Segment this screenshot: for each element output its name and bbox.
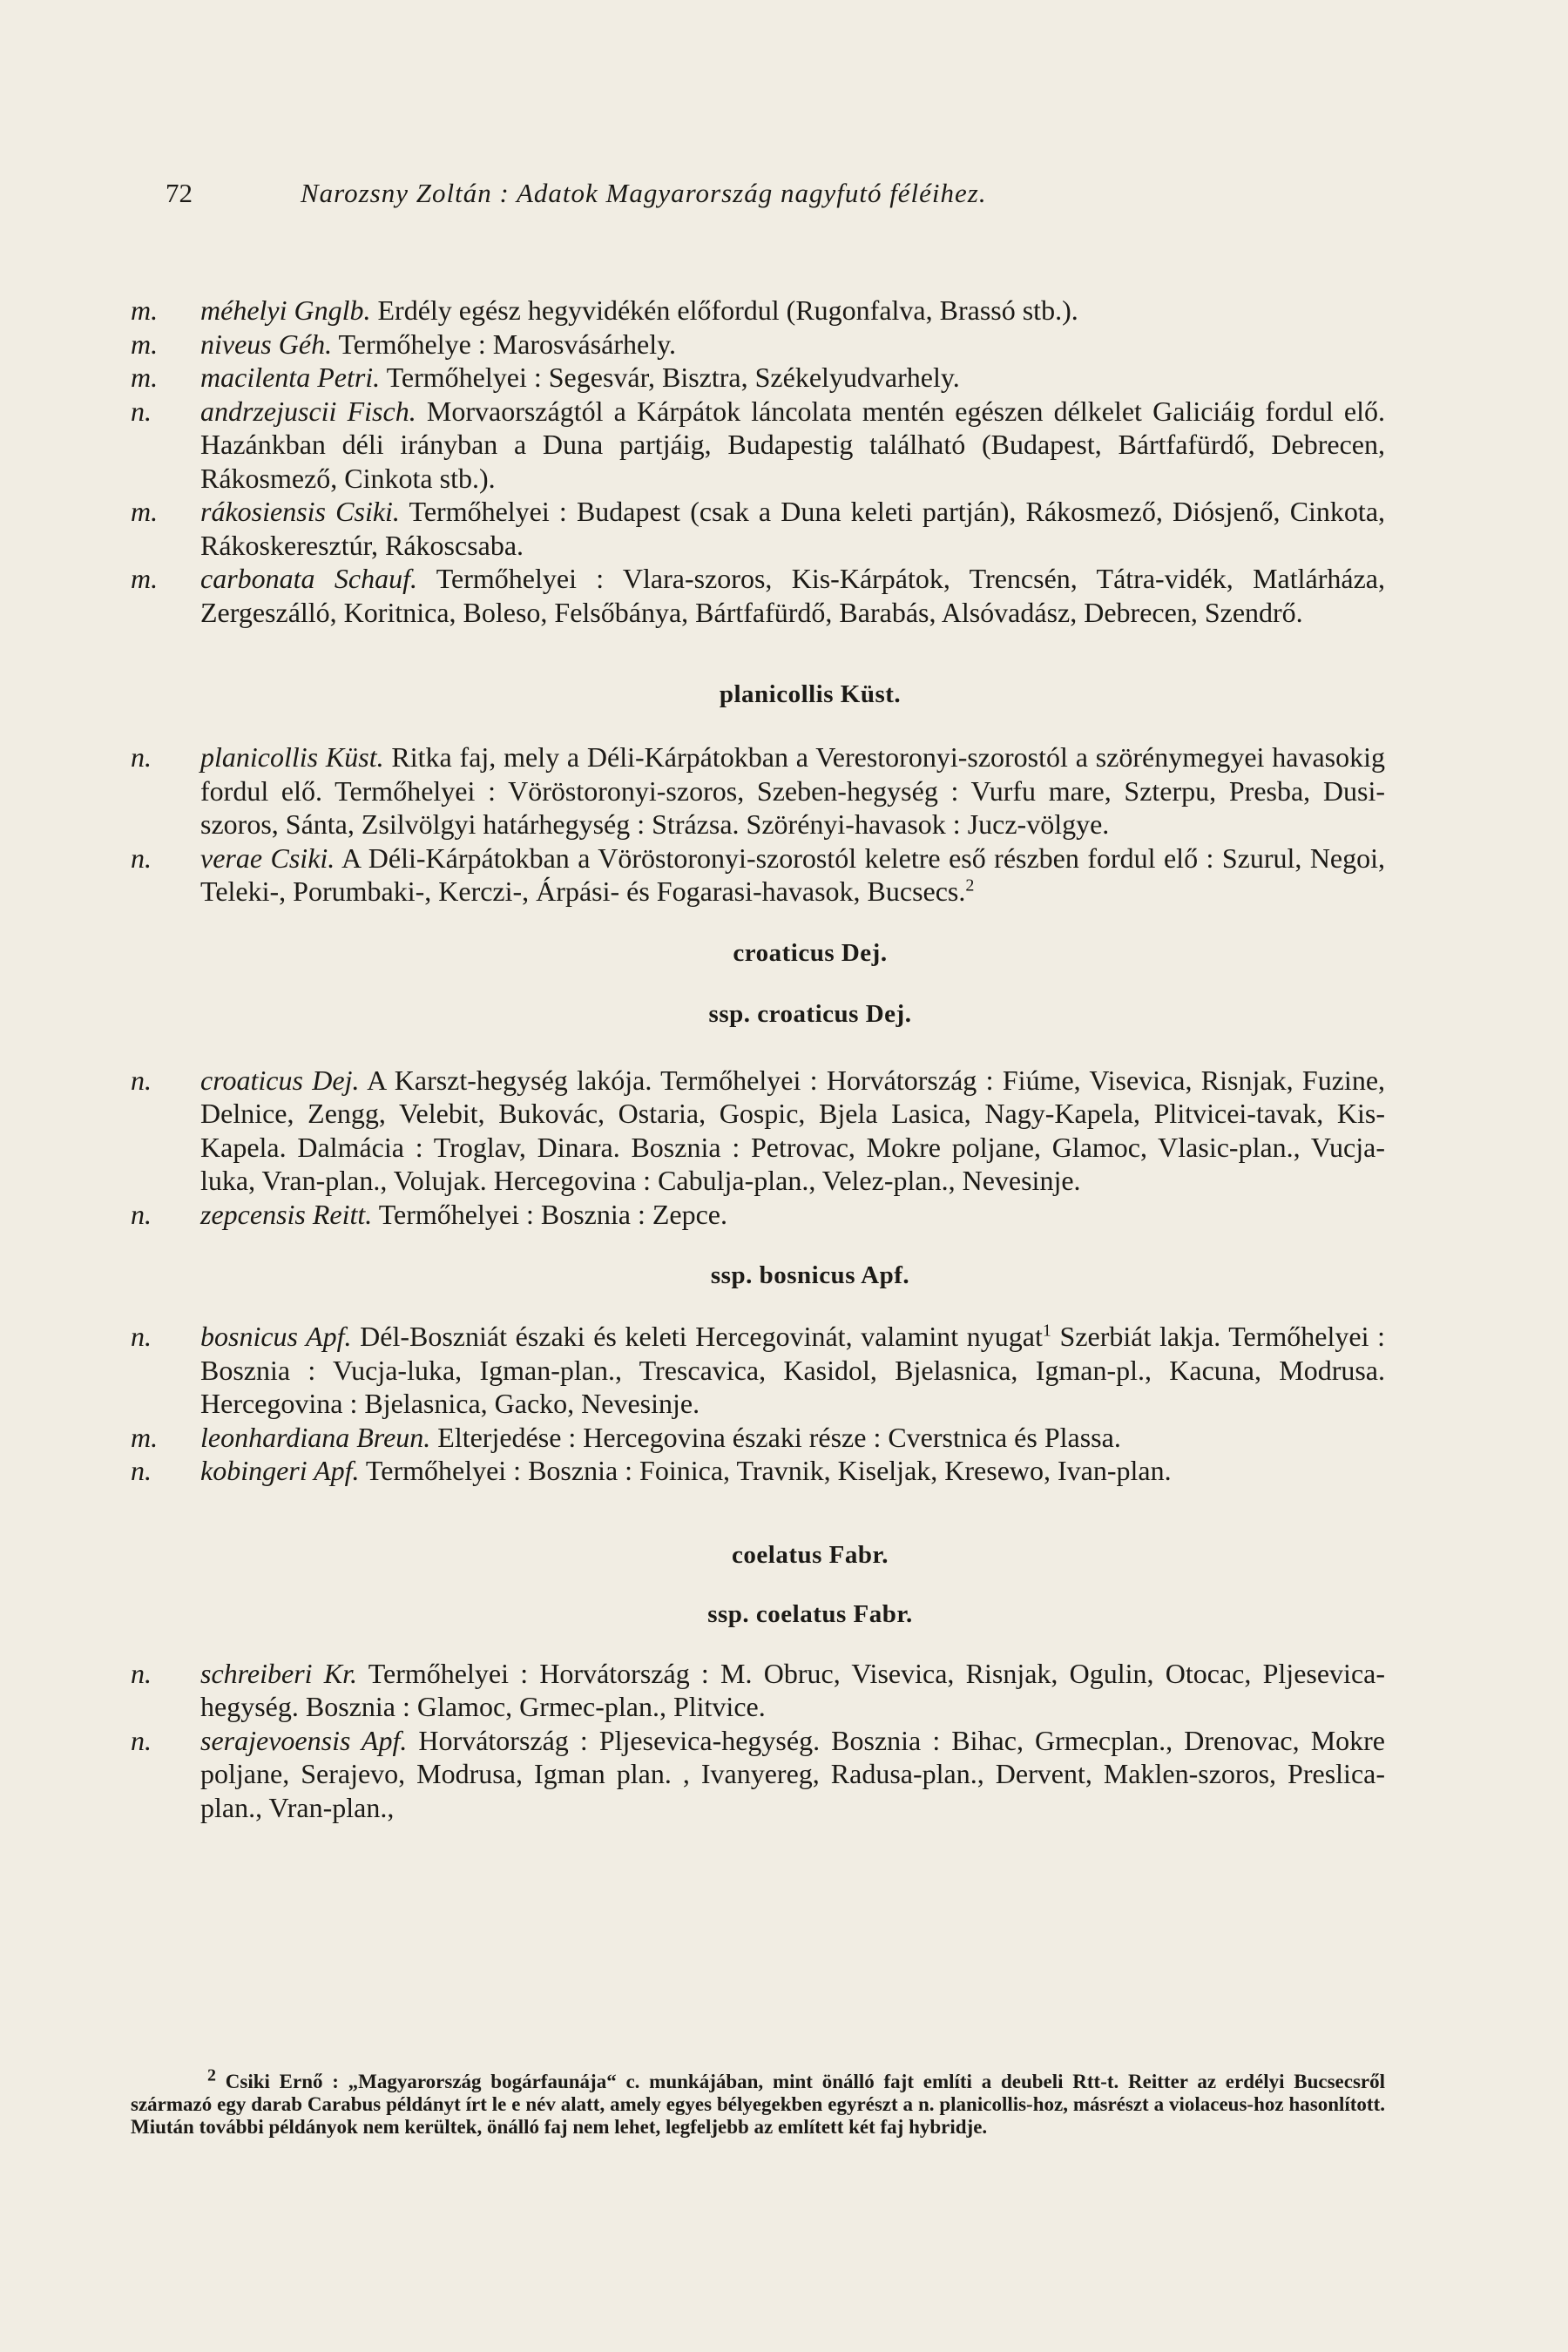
entry-gender: m. [131, 563, 159, 594]
footnote-ref[interactable]: 2 [965, 875, 975, 896]
entry-gender: n. [131, 1657, 152, 1689]
entry-text: A Karszt-hegység lakója. Termőhelyei : Horvátország : Fiúme, Visevica, Risnjak, Fuzine, Delnice, Zengg, Velebit, Bukovác, Ostaria, Gospic, Bjela Lasica, Nagy-Kapela, Plitvicei-tavak, Kis-Kapela. Dalmácia : Troglav, Dinara. Bosznia : Petrovac, Mokre poljane, Glamoc, Vlasic-plan., Vucja-luka, Vran-plan., Volujak. Hercegovina : Cabulja-plan., Velez-plan., Nevesinje. [200, 1064, 1386, 1196]
footnote-mark: 2 [207, 2065, 216, 2085]
species-name: andrzejuscii Fisch. [200, 395, 416, 427]
subsection-heading: ssp. coelatus Fabr. [707, 1599, 913, 1628]
entry-gender: n. [131, 1064, 152, 1096]
running-title: Narozsny Zoltán : Adatok Magyarország nagyfutó féléihez. [301, 178, 987, 208]
species-name: macilenta Petri. [200, 362, 381, 393]
species-name: planicollis Küst. [200, 741, 384, 773]
species-name: rákosiensis Csiki. [200, 496, 400, 527]
entry-gender: m. [131, 1421, 159, 1453]
species-name: leonhardiana Breun. [200, 1421, 431, 1453]
species-entry [131, 562, 1385, 629]
entry-text: Termőhelyei : Budapest (csak a Duna keleti partján), Rákosmező, Diósjenő, Cinkota, Rákoskeresztúr, Rákoscsaba. [200, 496, 1386, 561]
species-entry [131, 740, 1385, 841]
entry-gender: n. [131, 841, 152, 874]
footnote-ref[interactable]: 1 [1042, 1321, 1051, 1341]
entry-text: Morvaországtól a Kárpátok láncolata mentén egészen délkelet Galiciáig fordul elő. Hazánkban déli irányban a Duna partjáig, Budapestig található (Budapest, Bártfafürdő, Debrecen, Rákosmező, Cinkota stb.). [200, 395, 1386, 494]
species-entry [131, 1421, 1385, 1455]
species-name: croaticus Dej. [200, 1064, 360, 1096]
entry-text: Termőhelyei : Segesvár, Bisztra, Székelyudvarhely. [386, 362, 960, 393]
species-entry [131, 1320, 1385, 1421]
species-name: niveus Géh. [200, 328, 333, 360]
section-heading: planicollis Küst. [719, 680, 902, 708]
entry-text: Elterjedése : Hercegovina északi része : Cverstnica és Plassa. [437, 1421, 1121, 1453]
entry-gender: n. [131, 741, 152, 773]
entry-text: Termőhelyei : Vlara-szoros, Kis-Kárpátok, Trencsén, Tátra-vidék, Matlárháza, Zergeszálló, Koritnica, Boleso, Felsőbánya, Bártfafürdő, Barabás, Alsóvadász, Debrecen, Szendrő. [200, 563, 1386, 628]
species-entry [131, 1064, 1385, 1198]
species-name: bosnicus Apf. [200, 1321, 352, 1352]
entry-gender: m. [131, 496, 159, 527]
species-entry [131, 1454, 1385, 1488]
entry-gender: m. [131, 362, 159, 393]
species-name: zepcensis Reitt. [200, 1198, 373, 1230]
entry-text: Termőhelyei : Horvátország : M. Obruc, Visevica, Risnjak, Ogulin, Otocac, Pljesevica-hegység. Bosznia : Glamoc, Grmec-plan., Plitvice. [200, 1657, 1385, 1722]
entry-text: Ritka faj, mely a Déli-Kárpátokban a Verestoronyi-szorostól a szörénymegyei havasokig fordul elő. Termőhelyei : Vöröstoronyi-szoros, Szeben-hegység : Vurfu mare, Szterpu, Presba, Dusi-szoros, Sánta, Zsilvölgyi határhegység : Strázsa. Szörényi-havasok : Jucz-völgye. [200, 741, 1386, 840]
section-heading: coelatus Fabr. [732, 1540, 889, 1569]
footnote [131, 2065, 1385, 2139]
entry-gender: n. [131, 1724, 152, 1756]
entry-text: Dél-Boszniát északi és keleti Hercegovinát, valamint nyugat [360, 1321, 1043, 1352]
species-entry [131, 1198, 1385, 1232]
species-name: kobingeri Apf. [200, 1455, 360, 1486]
entry-gender: n. [131, 1198, 152, 1230]
entry-text: Termőhelyei : Bosznia : Zepce. [378, 1198, 727, 1230]
main-text [131, 294, 1385, 1824]
entry-text: Termőhelyei : Bosznia : Foinica, Travnik, Kiseljak, Kresewo, Ivan-plan. [365, 1455, 1172, 1486]
species-entry [131, 361, 1385, 395]
entry-text-continued: Szerbiát lakja. Termőhelyei : Bosznia : Vucja-luka, Igman-plan., Trescavica, Kasidol, Bjelasnica, Igman-pl., Kacuna, Modrusa. Hercegovina : Bjelasnica, Gacko, Nevesinje. [200, 1321, 1386, 1419]
species-entry [131, 1657, 1385, 1724]
subsection-heading: ssp. croaticus Dej. [708, 999, 912, 1028]
entry-gender: m. [131, 328, 159, 360]
species-entry [131, 495, 1385, 562]
species-name: méhelyi Gnglb. [200, 294, 371, 326]
species-name: carbonata Schauf. [200, 563, 417, 594]
entry-text: Termőhelye : Marosvásárhely. [338, 328, 677, 360]
section-heading: croaticus Dej. [733, 938, 888, 967]
species-entry [131, 1724, 1385, 1825]
entry-text: Horvátország : Pljesevica-hegység. Bosznia : Bihac, Grmecplan., Drenovac, Mokre poljane, Serajevo, Modrusa, Igman plan. , Ivanyereg, Radusa-plan., Dervent, Maklen-szoros, Preslica-plan., Vran-plan., [200, 1724, 1386, 1823]
entry-gender: n. [131, 1455, 152, 1486]
species-name: verae Csiki. [200, 841, 335, 874]
footnote-text: Csiki Ernő : „Magyarország bogárfaunája“ c. munkájában, mint önálló fajt említi a deubeli Rtt-t. Reitter az erdélyi Bucsecsről származó egy darab Carabus példányt írt le e név alatt, amely egyes bélyegekben egyrészt a n. planicollis-hoz, másrészt a violaceus-hoz hasonlított. Miután további példányok nem kerültek, önálló faj nem lehet, legfeljebb az említett két faj hybridje. [131, 2071, 1385, 2138]
species-entry [131, 294, 1385, 328]
entry-text: A Déli-Kárpátokban a Vöröstoronyi-szorostól keletre eső részben fordul elő : Szurul, Negoi, Teleki-, Porumbaki-, Kerczi-, Árpási- és Fogarasi-havasok, Bucsecs. [200, 841, 1386, 907]
species-name: serajevoensis Apf. [200, 1724, 408, 1756]
species-name: schreiberi Kr. [200, 1657, 358, 1689]
species-entry [131, 395, 1385, 496]
entry-gender: n. [131, 395, 152, 427]
entry-gender: m. [131, 294, 159, 326]
species-entry [131, 841, 1385, 909]
page-number: 72 [166, 178, 193, 208]
subsection-heading: ssp. bosnicus Apf. [710, 1261, 910, 1289]
entry-gender: n. [131, 1321, 152, 1352]
species-entry [131, 328, 1385, 362]
entry-text: Erdély egész hegyvidékén előfordul (Rugonfalva, Brassó stb.). [377, 294, 1078, 326]
